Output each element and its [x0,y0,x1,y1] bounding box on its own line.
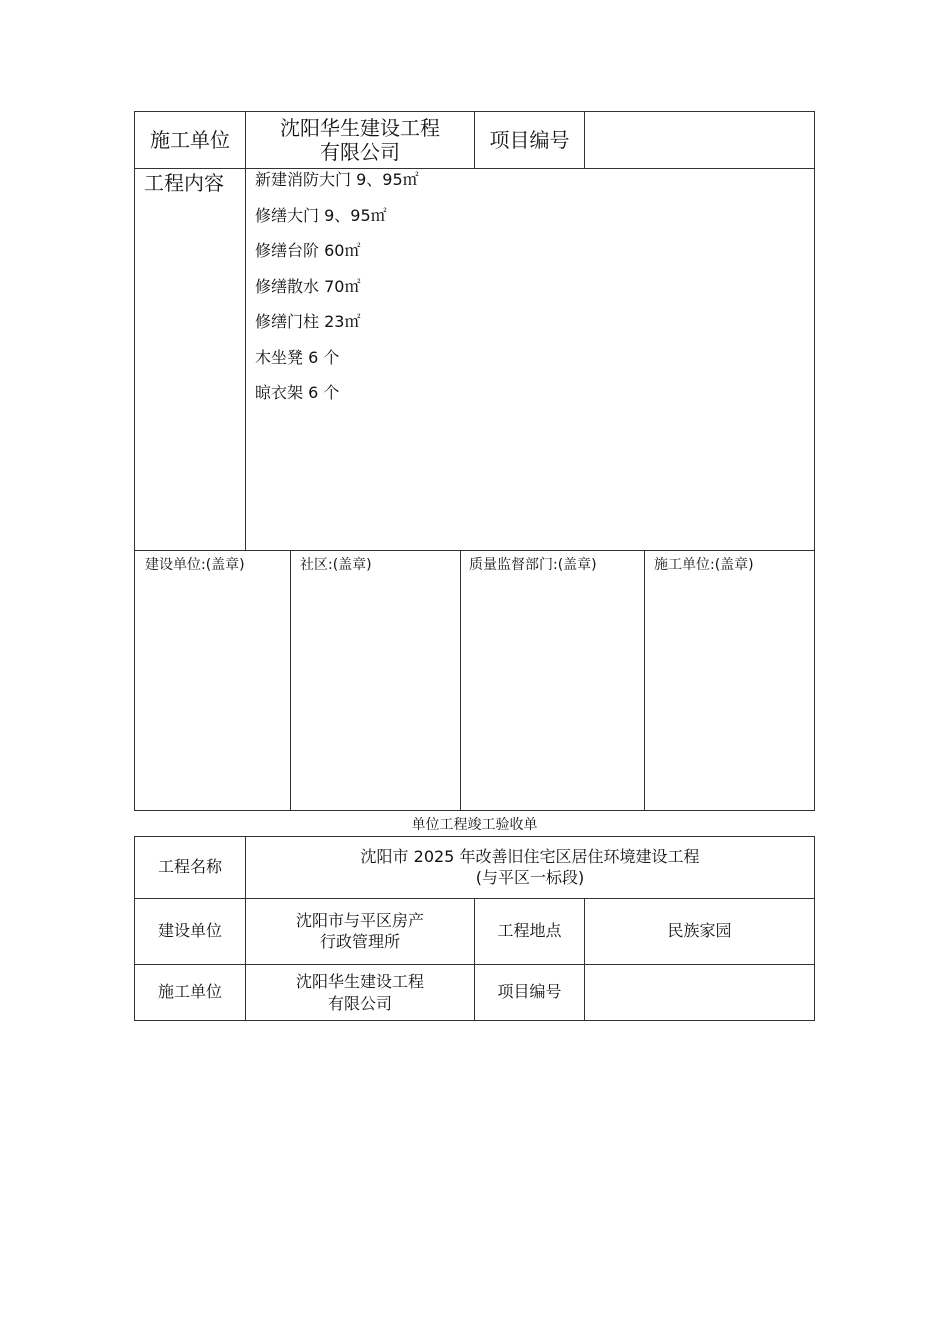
contractor-label: 施工单位 [150,128,230,152]
work-content-label: 工程内容 [144,171,224,195]
list-item: 修缮门柱 23㎡ [255,312,361,331]
location-value: 民族家园 [667,921,732,941]
contractor-line2: 有限公司 [327,993,392,1013]
contractor-value-line2: 有限公司 [320,140,400,164]
contractor-value-2 [246,965,474,1020]
stamp-quality-supervision: 质量监督部门:(盖章) [469,557,597,573]
build-unit-value [246,899,474,964]
project-number-value-2 [585,965,814,1020]
build-unit-label: 建设单位 [157,921,222,941]
project-name-label: 工程名称 [157,857,222,877]
contractor-value [246,112,474,168]
build-unit-line2: 行政管理所 [319,931,400,951]
stamp-build-unit: 建设单位:(盖章) [145,557,245,573]
list-item: 修缮大门 9、95㎡ [255,205,387,225]
project-number-label: 项目编号 [489,128,570,152]
stamp-contractor: 施工单位:(盖章) [654,557,754,573]
project-name-line1: 沈阳市 2025 年改善旧住宅区居住环境建设工程 [360,846,700,866]
project-name-line2: (与平区一标段) [475,867,585,887]
work-content-list [255,168,805,417]
form-caption: 单位工程竣工验收单 [411,817,538,833]
list-item: 修缮台阶 60㎡ [255,241,361,260]
list-item: 晾衣架 6 个 [255,383,340,402]
contractor-value-line1: 沈阳华生建设工程 [280,116,440,140]
contractor-line1: 沈阳华生建设工程 [295,971,424,991]
stamp-community: 社区:(盖章) [300,557,372,573]
project-number-label-2: 项目编号 [497,982,562,1002]
location-label: 工程地点 [497,921,562,941]
list-item: 木坐凳 6 个 [255,347,340,367]
list-item: 新建消防大门 9、95㎡ [255,170,419,189]
contractor-label-2: 施工单位 [157,982,222,1002]
project-name-value [246,837,814,898]
list-item: 修缮散水 70㎡ [255,276,361,296]
project-number-value [585,112,814,168]
build-unit-line1: 沈阳市与平区房产 [295,910,424,930]
